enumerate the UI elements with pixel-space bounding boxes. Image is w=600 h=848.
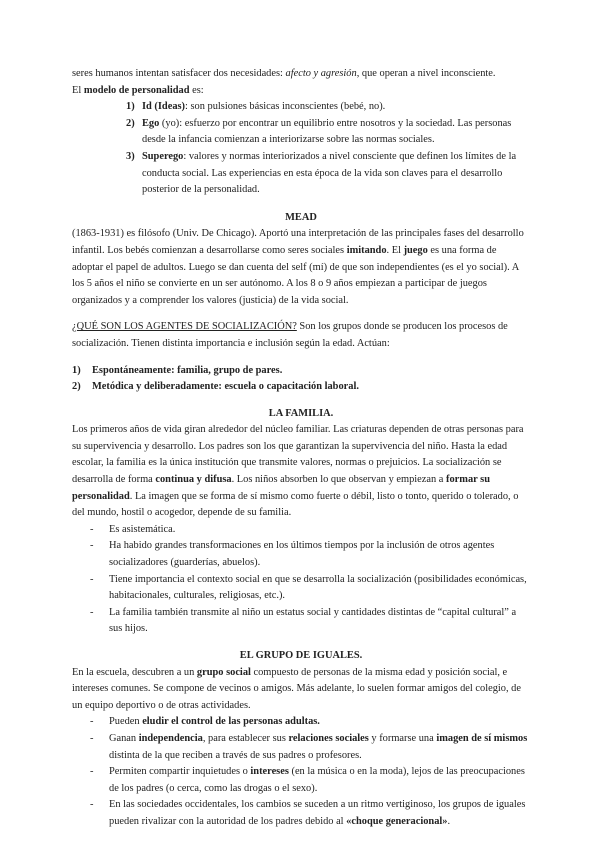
list-item: 1) Espontáneamente: familia, grupo de pares. [72,364,283,376]
term: Ego [142,117,160,129]
term: Superego [142,150,184,162]
list-item: - Es asistemática. [72,522,530,539]
list-item: - Tiene importancia el contexto social en que se desarrolla la socialización (posibilidades económicas, habitacionales, culturales, religiosas, etc.). [72,572,530,605]
iguales-paragraph: En la escuela, descubren a un grupo social compuesto de personas de la misma edad y posición social, e intereses comunes. Se compone de vecinos o amigos. Más adelante, lo suelen formar amigos del colegio, de un equipo deportivo o de otras actividades. [72,666,521,711]
list-item: 1) Id (Ideas): son pulsiones básicas inconscientes (bebé, no). [126,101,386,113]
list-item: 2) Metódica y deliberadamente: escuela o capacitación laboral. [72,381,359,393]
model-suffix: es: [189,84,204,96]
list-item: - Ganan independencia, para establecer sus relaciones sociales y formarse una imagen de sí mismos distinta de la que reciben a través de sus padres o profesores. [72,731,530,764]
agents-paragraph: ¿QUÉ SON LOS AGENTES DE SOCIALIZACIÓN? Son los grupos donde se producen los procesos de socialización. Tienen distinta importancia e inclusión según la edad. Actúan: [72,321,508,349]
term: Id (Ideas) [142,101,186,113]
intro-emphasis: afecto y agresión [285,68,357,79]
agents-question: ¿QUÉ SON LOS AGENTES DE SOCIALIZACIÓN? [72,321,297,333]
iguales-heading: EL GRUPO DE IGUALES. [239,650,363,661]
iguales-bullets [72,714,530,830]
list-item: 3) Superego: valores y normas interiorizados a nivel consciente que definen los límites de la conducta social. Las experiencias en esta época de la vida son claves para el desarrollo posterior de la personalidad. [126,150,517,196]
model-term: modelo de personalidad [83,84,190,96]
familia-bullets [72,522,530,638]
familia-paragraph: Los primeros años de vida giran alrededor del núcleo familiar. Las criaturas dependen de otras personas para su supervivencia y desarrollo. Los padres son los que garantizan la supervivencia del niño. Hasta la edad escolar, la familia es la única institución que transmite valores, normas o prejuicios. La socialización se desarrolla de forma continua y difusa. Los niños absorben lo que observan y empiezan a formar su personalidad. La imagen que se forma de sí mismo como fuerte o débil, listo o tonto, querido o tolerado, o del mundo, hostil o acogedor, depende de su familia. [72,424,524,519]
intro-paragraph [72,66,530,99]
list-item: 2) Ego (yo): esfuerzo por encontrar un equilibrio entre nosotros y la sociedad. Las personas desde la infancia comienzan a interiorizarse sobre las normas sociales. [126,117,512,146]
mead-heading: MEAD [285,211,317,223]
document-content [72,66,530,831]
personality-list [72,99,530,199]
intro-text-end: , que operan a nivel inconsciente. [356,68,496,79]
model-prefix: El [72,84,84,96]
agents-list [72,363,530,396]
list-item: - La familia también transmite al niño un estatus social y cantidades distintas de “capital cultural” a sus hijos. [72,605,530,638]
mead-paragraph: (1863-1931) es filósofo (Univ. De Chicago). Aportó una interpretación de las principales fases del desarrollo infantil. Los bebés comienzan a desarrollarse como seres sociales imitando. El juego es una forma de adoptar el papel de adultos. Luego se dan cuenta del self (mí) de que son independientes (es el yo social). A los 5 años el niño se convierte en un ser autónomo. A los 8 o 9 años empiezan a participar de juegos organizados y a comprender los valores (justicia) de la vida social. [72,228,524,306]
familia-heading: LA FAMILIA. [268,407,334,419]
list-item: - Pueden eludir el control de las personas adultas. [72,714,530,731]
list-item: - Permiten compartir inquietudes o intereses (en la música o en la moda), lejos de las preocupaciones de los padres (o cerca, como las drogas o el sexo). [72,764,530,797]
list-item: - Ha habido grandes transformaciones en los últimos tiempos por la inclusión de otros agentes socializadores (guarderías, abuelos). [72,538,530,571]
list-item: - En las sociedades occidentales, los cambios se suceden a un ritmo vertiginoso, los grupos de iguales pueden rivalizar con la autoridad de los padres debido al «choque generacional». [72,797,530,830]
intro-text: seres humanos intentan satisfacer dos necesidades: [72,68,286,79]
